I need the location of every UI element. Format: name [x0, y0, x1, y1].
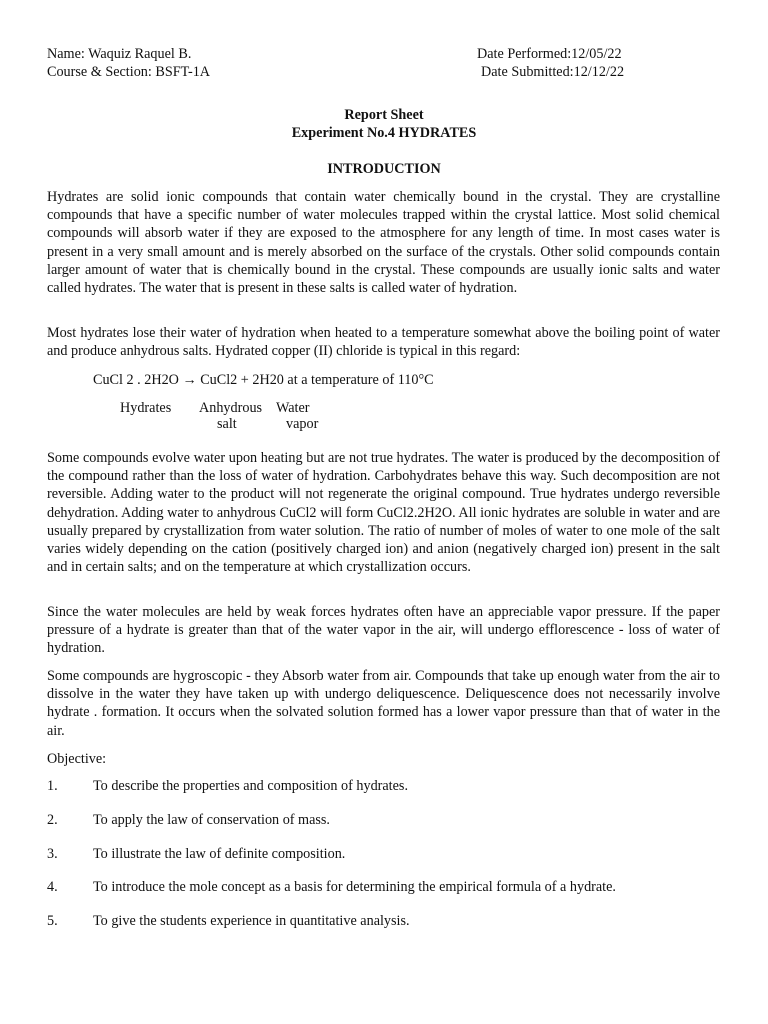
- report-title: Report Sheet: [344, 107, 424, 123]
- objective-number: 2.: [47, 812, 58, 828]
- course-section: Course & Section: BSFT-1A: [47, 64, 211, 80]
- date-submitted: Date Submitted:12/12/22: [481, 64, 625, 80]
- experiment-title: Experiment No.4 HYDRATES: [291, 125, 477, 141]
- objective-text: To apply the law of conservation of mass.: [93, 812, 330, 828]
- objective-number: 5.: [47, 913, 58, 929]
- objective-number: 3.: [47, 846, 58, 862]
- intro-paragraph-5: Some compounds are hygroscopic - they Absorb water from air. Compounds that take up enough water from the air to dissolve in the water they have taken up with undergo deliquescence. Deliquescence does not necessarily involve hydrate . formation. It occurs when the solvated solution formed has a lower vapor pressure than that of water in the air.: [47, 668, 720, 739]
- objective-text: To introduce the mole concept as a basis for determining the empirical formula of a hydrate.: [93, 879, 616, 895]
- label-anhydrous: Anhydrous: [199, 400, 263, 416]
- student-name: Name: Waquiz Raquel B.: [47, 46, 192, 62]
- objective-heading: Objective:: [47, 751, 107, 767]
- objective-text: To give the students experience in quantitative analysis.: [93, 913, 410, 929]
- objective-text: To illustrate the law of definite composition.: [93, 846, 346, 862]
- label-hydrates: Hydrates: [120, 400, 172, 416]
- intro-paragraph-3: Some compounds evolve water upon heating but are not true hydrates. The water is produced by the decomposition of the compound rather than the loss of water of hydration. Carbohydrates behave this way. Such decomposition are not reversible. Adding water to the product will not regenerate the original compound. True hydrates undergo reversible dehydration. Adding water to anhydrous CuCl2 will form CuCl2.2H2O. All ionic hydrates are soluble in water and are usually prepared by crystallization from water solution. The ratio of number of moles of water to one mole of the salt varies widely depending on the cation (positively charged ion) and anion (negatively charged ion) present in the salt and in certain salts; and on the temperature at which crystallization occurs.: [47, 450, 720, 576]
- label-water: Water: [276, 400, 310, 416]
- date-performed: Date Performed:12/05/22: [477, 46, 622, 62]
- objective-number: 4.: [47, 879, 58, 895]
- section-heading: INTRODUCTION: [327, 161, 441, 177]
- label-salt: salt: [217, 416, 237, 432]
- objective-number: 1.: [47, 778, 58, 794]
- intro-paragraph-1: Hydrates are solid ionic compounds that contain water chemically bound in the crystal. They are crystalline compounds that have a specific number of water molecules trapped within the crystal lattice. Most solid chemical compounds will absorb water if they are exposed to the atmosphere for any length of time. In most cases water is present in a very small amount and is merely absorbed on the surface of the crystals. Other solid compounds contain larger amount of water that is chemically bound in the crystal. These compounds are usually ionic salts and water called hydrates. The water that is present in these salts is called water of hydration.: [47, 189, 720, 297]
- intro-paragraph-2: Most hydrates lose their water of hydration when heated to a temperature somewhat above the boiling point of water and produce anhydrous salts. Hydrated copper (II) chloride is typical in this regard:: [47, 325, 720, 360]
- label-vapor: vapor: [286, 416, 319, 432]
- chemical-equation: CuCl 2 . 2H2O → CuCl2 + 2H20 at a temperature of 110°C: [93, 372, 434, 388]
- objective-text: To describe the properties and composition of hydrates.: [93, 778, 408, 794]
- intro-paragraph-4: Since the water molecules are held by weak forces hydrates often have an appreciable vapor pressure. If the paper pressure of a hydrate is greater than that of the water vapor in the air, will undergo efflorescence - loss of water of hydration.: [47, 604, 720, 657]
